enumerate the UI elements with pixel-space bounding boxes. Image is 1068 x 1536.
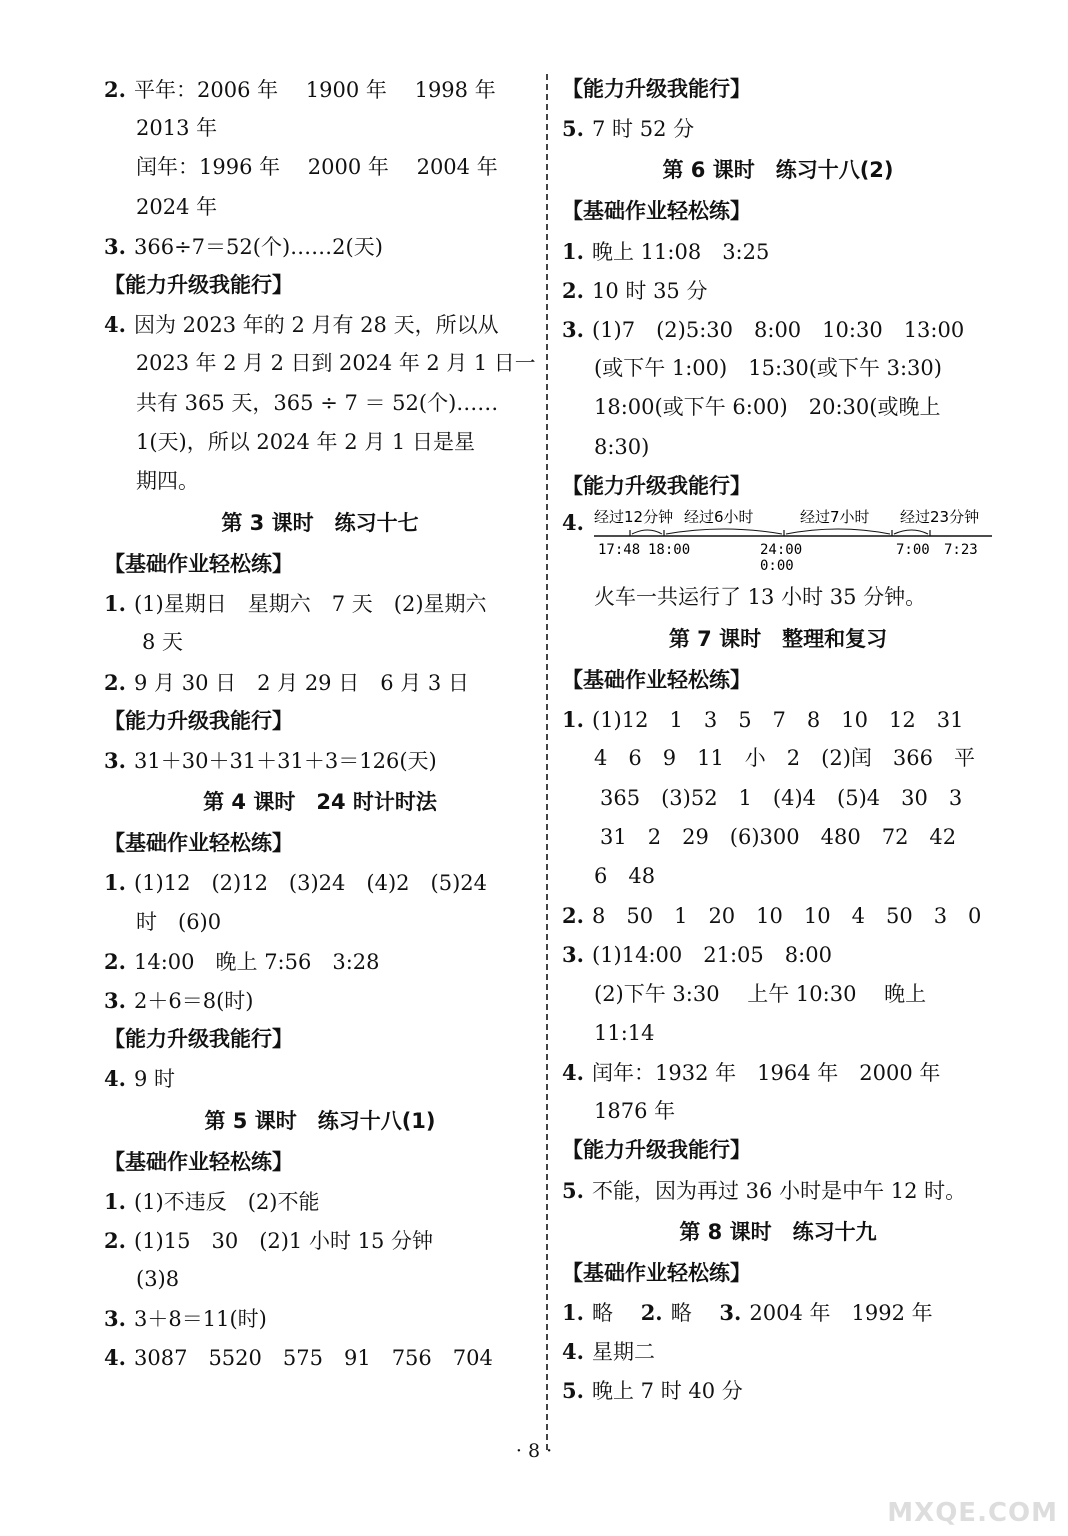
answer-line: 2023 年 2 月 2 日到 2024 年 2 月 1 日一 bbox=[135, 351, 536, 376]
answer-line: 4. 9 时 bbox=[104, 1066, 176, 1092]
answer-line: 2. 10 时 35 分 bbox=[562, 277, 708, 303]
timeline-arc bbox=[632, 530, 662, 534]
answer-line: 4. 3087 5520 575 91 756 704 bbox=[104, 1345, 493, 1371]
answer-line: 2. 平年：2006 年 1900 年 1998 年 bbox=[104, 77, 496, 102]
answer-line: 2. 8 50 1 20 10 10 4 50 3 0 bbox=[562, 903, 982, 929]
answer-line: 31 2 29 (6)300 480 72 42 bbox=[600, 824, 957, 849]
lesson-title: 第 6 课时 练习十八(2) bbox=[662, 158, 894, 183]
page-number: · 8 · bbox=[515, 1440, 553, 1462]
section-heading: 【能力升级我能行】 bbox=[104, 1027, 293, 1052]
answer-line: 1. 略 2. 略 3. 2004 年 1992 年 bbox=[562, 1299, 933, 1325]
section-heading: 【基础作业轻松练】 bbox=[562, 668, 751, 693]
section-heading: 【能力升级我能行】 bbox=[562, 77, 751, 101]
lesson-title: 第 7 课时 整理和复习 bbox=[668, 627, 888, 652]
answer-line: 3. 2＋6＝8(时) bbox=[104, 987, 254, 1013]
timeline-segment-label: 经过12分钟 bbox=[594, 507, 674, 526]
answer-line: 共有 365 天，365 ÷ 7 ＝ 52(个)…… bbox=[136, 390, 499, 415]
answer-line: 2. 9 月 30 日 2 月 29 日 6 月 3 日 bbox=[104, 669, 469, 695]
answer-line: 5. 晚上 7 时 40 分 bbox=[562, 1378, 743, 1404]
answer-line: 1. (1)12 (2)12 (3)24 (4)2 (5)24 bbox=[104, 870, 487, 896]
watermark-text: MXQE.COM bbox=[887, 1498, 1058, 1528]
answer-line: (或下午 1:00) 15:30(或下午 3:30) bbox=[594, 356, 942, 381]
column-divider bbox=[546, 74, 548, 1450]
answer-line: 3. 31＋30＋31＋31＋3＝126(天) bbox=[104, 748, 437, 773]
answer-line: 1(天)，所以 2024 年 2 月 1 日是星 bbox=[136, 429, 475, 454]
answer-line: 1. (1)星期日 星期六 7 天 (2)星期六 bbox=[104, 591, 487, 617]
timeline-svg bbox=[562, 506, 994, 578]
answer-line: 2013 年 bbox=[136, 116, 218, 141]
section-heading: 【能力升级我能行】 bbox=[562, 473, 751, 498]
answer-line: 5. 不能，因为再过 36 小时是中午 12 时。 bbox=[562, 1177, 967, 1203]
answer-line: 8 天 bbox=[142, 630, 184, 655]
answer-line: 3. (1)14:00 21:05 8:00 bbox=[562, 942, 832, 968]
section-heading: 【基础作业轻松练】 bbox=[104, 552, 293, 577]
timeline-segment-label: 经过23分钟 bbox=[900, 507, 980, 526]
timeline-segment-label: 经过6小时 bbox=[684, 507, 754, 526]
right-column bbox=[562, 70, 994, 1410]
watermark-logo bbox=[878, 1436, 1058, 1528]
answer-line: 4. 因为 2023 年的 2 月有 28 天，所以从 bbox=[104, 312, 499, 338]
timeline-segment-label: 经过7小时 bbox=[800, 507, 870, 526]
left-column bbox=[104, 70, 536, 1378]
answer-line: 4. 星期二 bbox=[562, 1339, 655, 1365]
timeline-time-label: 7:00 bbox=[896, 541, 930, 558]
answer-line: 365 (3)52 1 (4)4 (5)4 30 3 bbox=[600, 785, 963, 810]
lesson-title: 第 8 课时 练习十九 bbox=[679, 1219, 877, 1244]
timeline-time-label: 7:23 bbox=[944, 541, 978, 558]
section-heading: 【基础作业轻松练】 bbox=[562, 1260, 751, 1285]
answer-line: 1. 晚上 11:08 3:25 bbox=[562, 238, 770, 264]
answer-line: 6 48 bbox=[594, 864, 656, 888]
timeline-time-label: 24:00 bbox=[760, 541, 803, 558]
timeline-time-label: 17:48 bbox=[598, 541, 641, 558]
timeline-arc bbox=[786, 529, 890, 534]
answer-line: 3. (1)7 (2)5:30 8:00 10:30 13:00 bbox=[562, 316, 965, 342]
section-heading: 【能力升级我能行】 bbox=[562, 1138, 751, 1163]
timeline-time-label: 18:00 bbox=[648, 541, 691, 558]
answer-line: 18:00(或下午 6:00) 20:30(或晚上 bbox=[594, 395, 941, 420]
answer-line: 5. 7 时 52 分 bbox=[562, 116, 695, 142]
answer-line: 1876 年 bbox=[594, 1099, 676, 1124]
answer-line: (3)8 bbox=[136, 1267, 180, 1292]
timeline-time-label: 0:00 bbox=[760, 557, 794, 574]
timeline-arc bbox=[894, 530, 928, 534]
section-heading: 【基础作业轻松练】 bbox=[562, 199, 751, 224]
answer-line: 闰年：1996 年 2000 年 2004 年 bbox=[136, 155, 498, 180]
answer-line: 4. 闰年：1932 年 1964 年 2000 年 bbox=[562, 1059, 941, 1085]
answer-line: 4 6 9 11 小 2 (2)闰 366 平 bbox=[594, 746, 975, 771]
answer-line: 期四。 bbox=[136, 468, 199, 493]
timeline-diagram: 4. 经过12分钟 经过6小时 经过7小时 经过23分钟 17:48 18:00 24:00 0:00 7:00 7:23 bbox=[562, 506, 994, 578]
timeline-arc bbox=[666, 529, 782, 534]
answer-line: 3. 3＋8＝11(时) bbox=[104, 1306, 267, 1332]
answer-line: 2024 年 bbox=[136, 194, 218, 219]
answer-line: 时 (6)0 bbox=[136, 909, 222, 934]
lesson-title: 第 3 课时 练习十七 bbox=[221, 511, 419, 536]
answer-line: 火车一共运行了 13 小时 35 分钟。 bbox=[594, 584, 927, 609]
answer-line: 3. 366÷7＝52(个)……2(天) bbox=[104, 233, 383, 259]
lesson-title: 第 4 课时 24 时计时法 bbox=[203, 790, 437, 815]
section-heading: 【基础作业轻松练】 bbox=[104, 1149, 293, 1174]
section-heading: 【能力升级我能行】 bbox=[104, 272, 293, 297]
answer-line: 2. (1)15 30 (2)1 小时 15 分钟 bbox=[104, 1227, 434, 1253]
section-heading: 【能力升级我能行】 bbox=[104, 708, 293, 733]
answer-line: 2. 14:00 晚上 7:56 3:28 bbox=[104, 948, 380, 974]
answer-line: (2)下午 3:30 上午 10:30 晚上 bbox=[594, 981, 927, 1006]
section-heading: 【基础作业轻松练】 bbox=[104, 831, 293, 856]
answer-line: 11:14 bbox=[594, 1020, 655, 1045]
answer-line: 1. (1)不违反 (2)不能 bbox=[104, 1188, 320, 1214]
answer-line: 8:30) bbox=[594, 434, 650, 459]
answer-line: 1. (1)12 1 3 5 7 8 10 12 31 bbox=[562, 707, 964, 733]
lesson-title: 第 5 课时 练习十八(1) bbox=[204, 1108, 436, 1133]
